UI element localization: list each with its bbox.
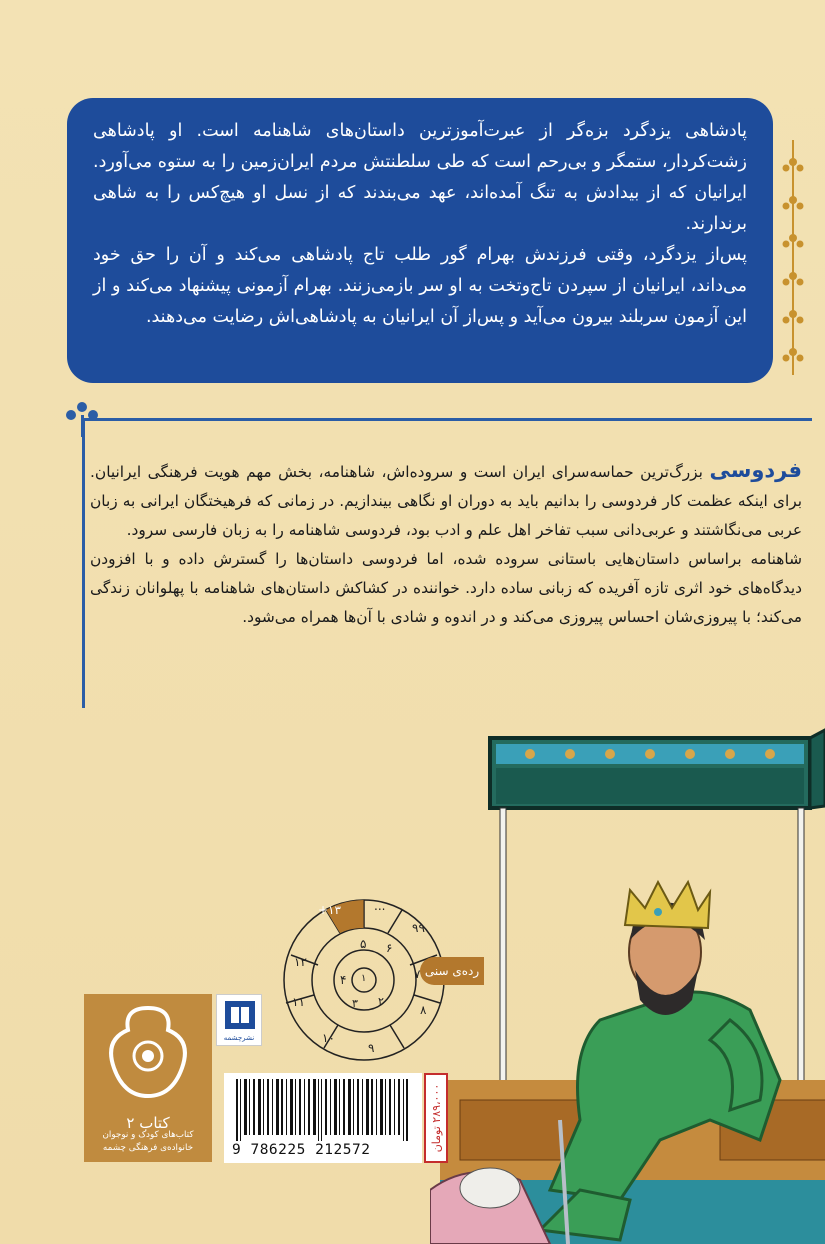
age-cell-4: ۴ — [340, 973, 347, 987]
publisher-label: نشرچشمه — [223, 1034, 255, 1042]
price-label: ۲۸۹،۰۰۰ تومان — [430, 1083, 443, 1153]
summary-box — [67, 98, 773, 383]
age-cell-99: ۹۹ — [412, 921, 425, 935]
ferdowsi-heading: فردوسی — [709, 458, 802, 482]
age-cell-9: ۹ — [368, 1041, 375, 1055]
age-cell-7: ۷ — [414, 967, 421, 981]
series-subtitle: کتاب‌های کودک و نوجوان خانواده‌ی فرهنگی چشمه — [102, 1130, 194, 1153]
ferdowsi-paragraph-1: بزرگ‌ترین حماسه‌سرای ایران است و سروده‌اش، شاهنامه، بخش مهم هویت فرهنگی ایرانیان. برای اینکه عظمت کار فردوسی را بدانیم باید به دوران او نگاهی بیندازیم. در زمانی که فرهیختگان ایرانی به زبان عربی می‌نگاشتند و عربی‌دانی سبب تفاخر اهل علم و ادب بود، فردوسی شاهنامه را به زبان فارسی سرود. — [90, 463, 802, 539]
ferdowsi-text — [90, 456, 802, 632]
age-range-label: رده‌ی سنی — [420, 957, 484, 985]
age-cell-8: ۸ — [420, 1003, 427, 1017]
age-cell-13: +۱۳ — [318, 903, 341, 917]
series-logo-icon — [84, 994, 212, 1112]
barcode-bars-icon — [224, 1073, 422, 1143]
series-logo — [84, 994, 212, 1162]
vine-ornament-icon — [780, 140, 806, 380]
ferdowsi-paragraph-2: شاهنامه براساس داستان‌هایی باستانی سروده شده، اما فردوسی داستان‌ها را گسترش داده و با افزودن دیدگاه‌های خود اثری تازه آفریده که زبانی ساده دارد. خواننده در کشاکش داستان‌های شاهنامه با پهلوانان زندگی می‌کند؛ با پیروزی‌شان احساس پیروزی می‌کند و در اندوه و شادی با آن‌ها همراه می‌شود. — [90, 550, 802, 626]
age-cell-11: ۱۱ — [292, 995, 305, 1009]
summary-paragraph-1: پادشاهی یزدگرد بزه‌گر از عبرت‌آموزترین داستان‌های شاهنامه است. او پادشاهی زشت‌کردار، ستمگر و بی‌رحم است که طی سلطنتش مردم ایران‌زمین را به ستوه می‌آورد. ایرانیان که از بیدادش به تنگ آمده‌اند، عهد می‌بندند که از نسل او هیچ‌کس را به شاهی برندارند. — [93, 121, 747, 234]
age-cell-3: ۳ — [352, 997, 358, 1010]
king-illustration — [430, 720, 825, 1244]
series-brand: کتاب ۲ — [126, 1114, 170, 1132]
age-cell-6: ۶ — [386, 941, 393, 955]
age-cell-10: ۱۰ — [322, 1031, 335, 1045]
age-cell-dots: ... — [374, 899, 386, 913]
summary-paragraph-2: پس‌از یزدگرد، وقتی فرزندش بهرام گور طلب تاج پادشاهی می‌کند و آن را حق خود می‌داند، ایرانیان از سپردن تاج‌وتخت به او سر بازمی‌زنند. بهرام آزمونی پیشنهاد می‌کند و از این آزمون سربلند بیرون می‌آید و پس‌از آن ایرانیان به پادشاهی‌اش رضایت می‌دهند. — [93, 245, 747, 327]
age-cell-5: ۵ — [360, 937, 367, 951]
age-cell-12: ۱۲ — [294, 955, 307, 969]
barcode-number: 9 786225 212572 — [232, 1142, 371, 1158]
price-box — [424, 1073, 448, 1163]
age-cell-2: ۲ — [378, 995, 384, 1008]
age-cell-1: ۱ — [361, 973, 367, 984]
